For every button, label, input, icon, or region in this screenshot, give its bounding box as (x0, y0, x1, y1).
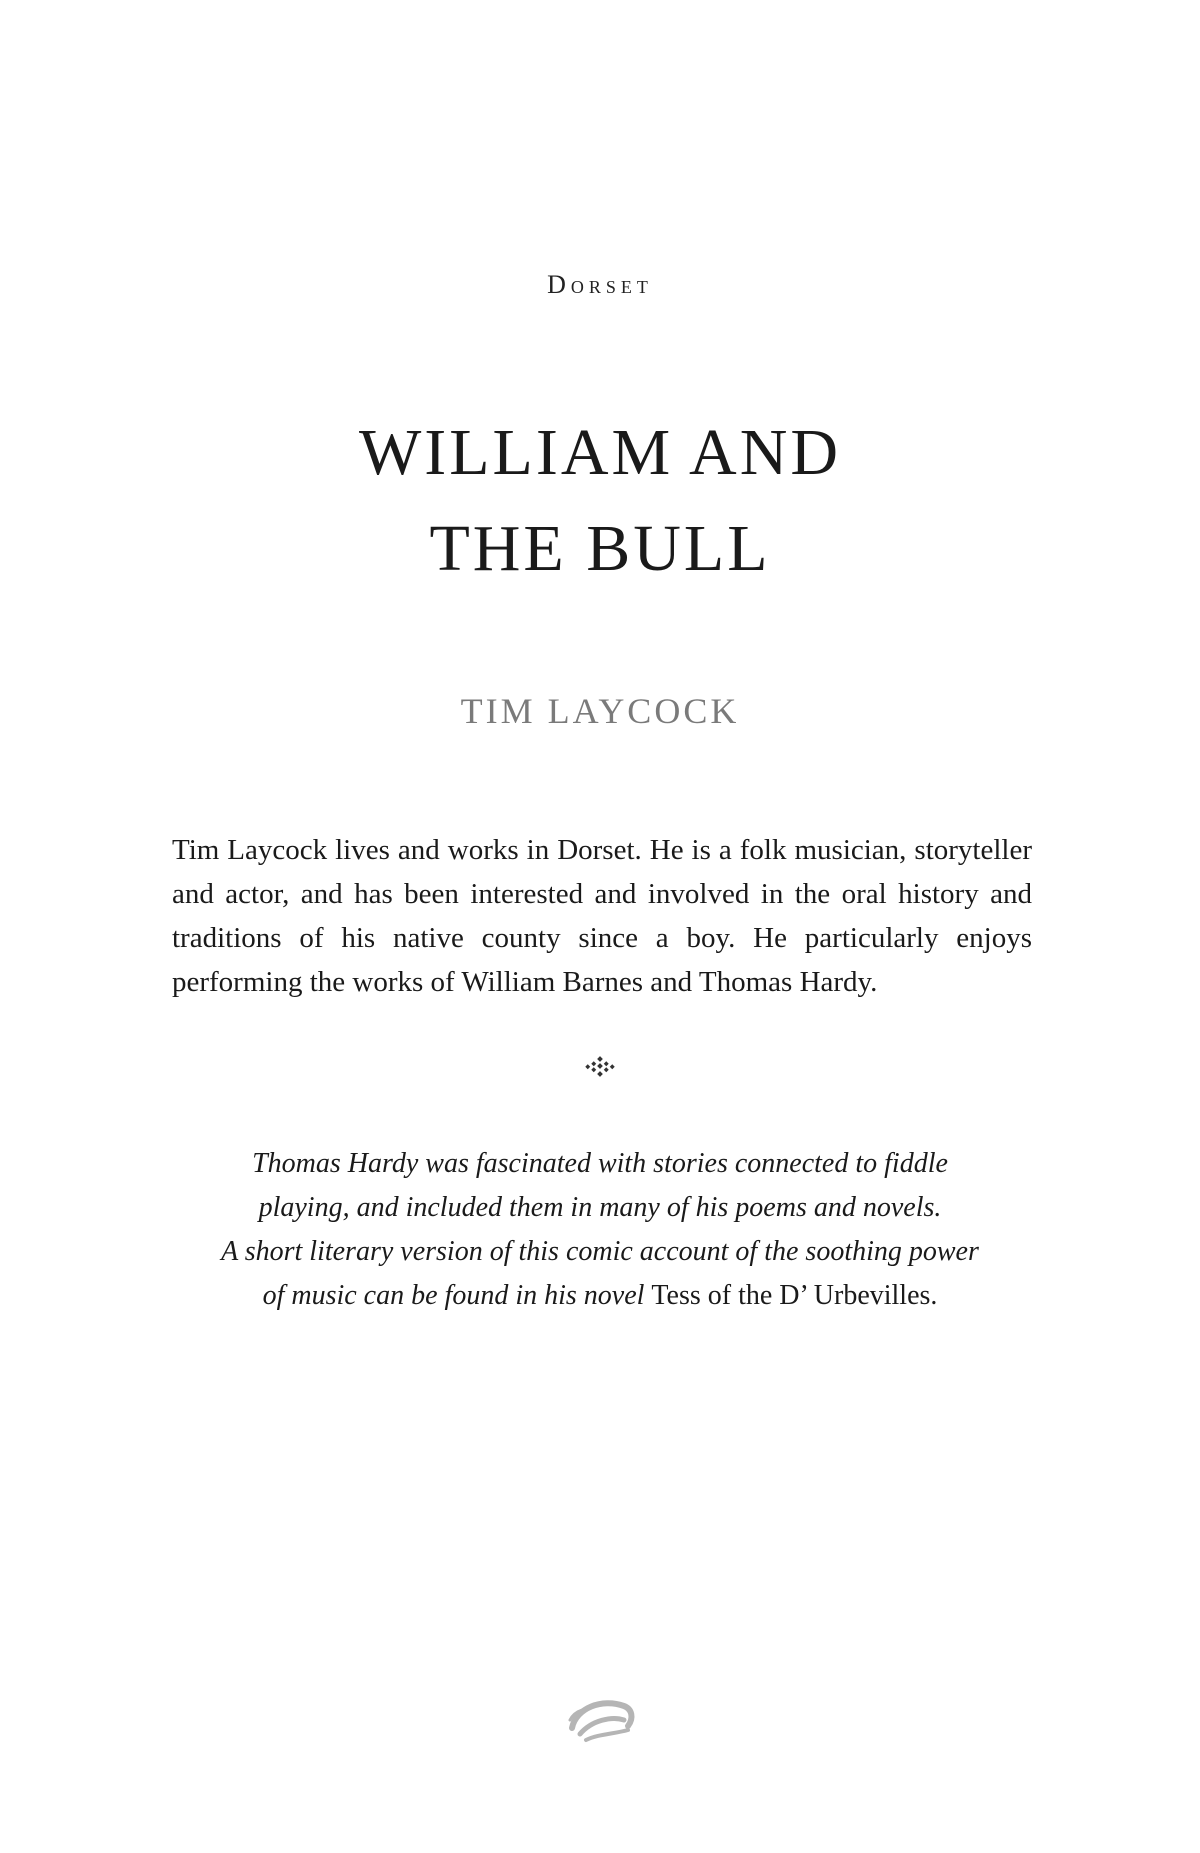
story-introduction (180, 1142, 1020, 1318)
author-name: TIM LAYCOCK (460, 691, 740, 731)
story-title-line-2: THE BULL (429, 512, 771, 585)
intro-line-4-text: of music can be found in his novel (262, 1280, 652, 1311)
publisher-logo-icon (562, 1690, 642, 1750)
diamond-ornament-icon (582, 1055, 618, 1079)
author-bio: Tim Laycock lives and works in Dorset. He is a folk musician, storyteller and actor, and has been interested and involved in the oral history and traditions of his native county since a boy. He particularly enjoys performing the works of William Barnes and Thomas Hardy. (172, 834, 1032, 998)
intro-line-1: Thomas Hardy was fascinated with stories connected to fiddle (252, 1148, 948, 1179)
book-title: Tess of the D’ Urbevilles. (651, 1280, 938, 1311)
county-heading: Dorset (547, 270, 653, 299)
intro-line-3: A short literary version of this comic account of the soothing power (221, 1236, 979, 1267)
story-title (0, 405, 1200, 597)
intro-line-2: playing, and included them in many of his poems and novels. (258, 1192, 942, 1223)
story-title-line-1: WILLIAM AND (358, 416, 842, 489)
intro-line-4 (180, 1274, 1020, 1318)
